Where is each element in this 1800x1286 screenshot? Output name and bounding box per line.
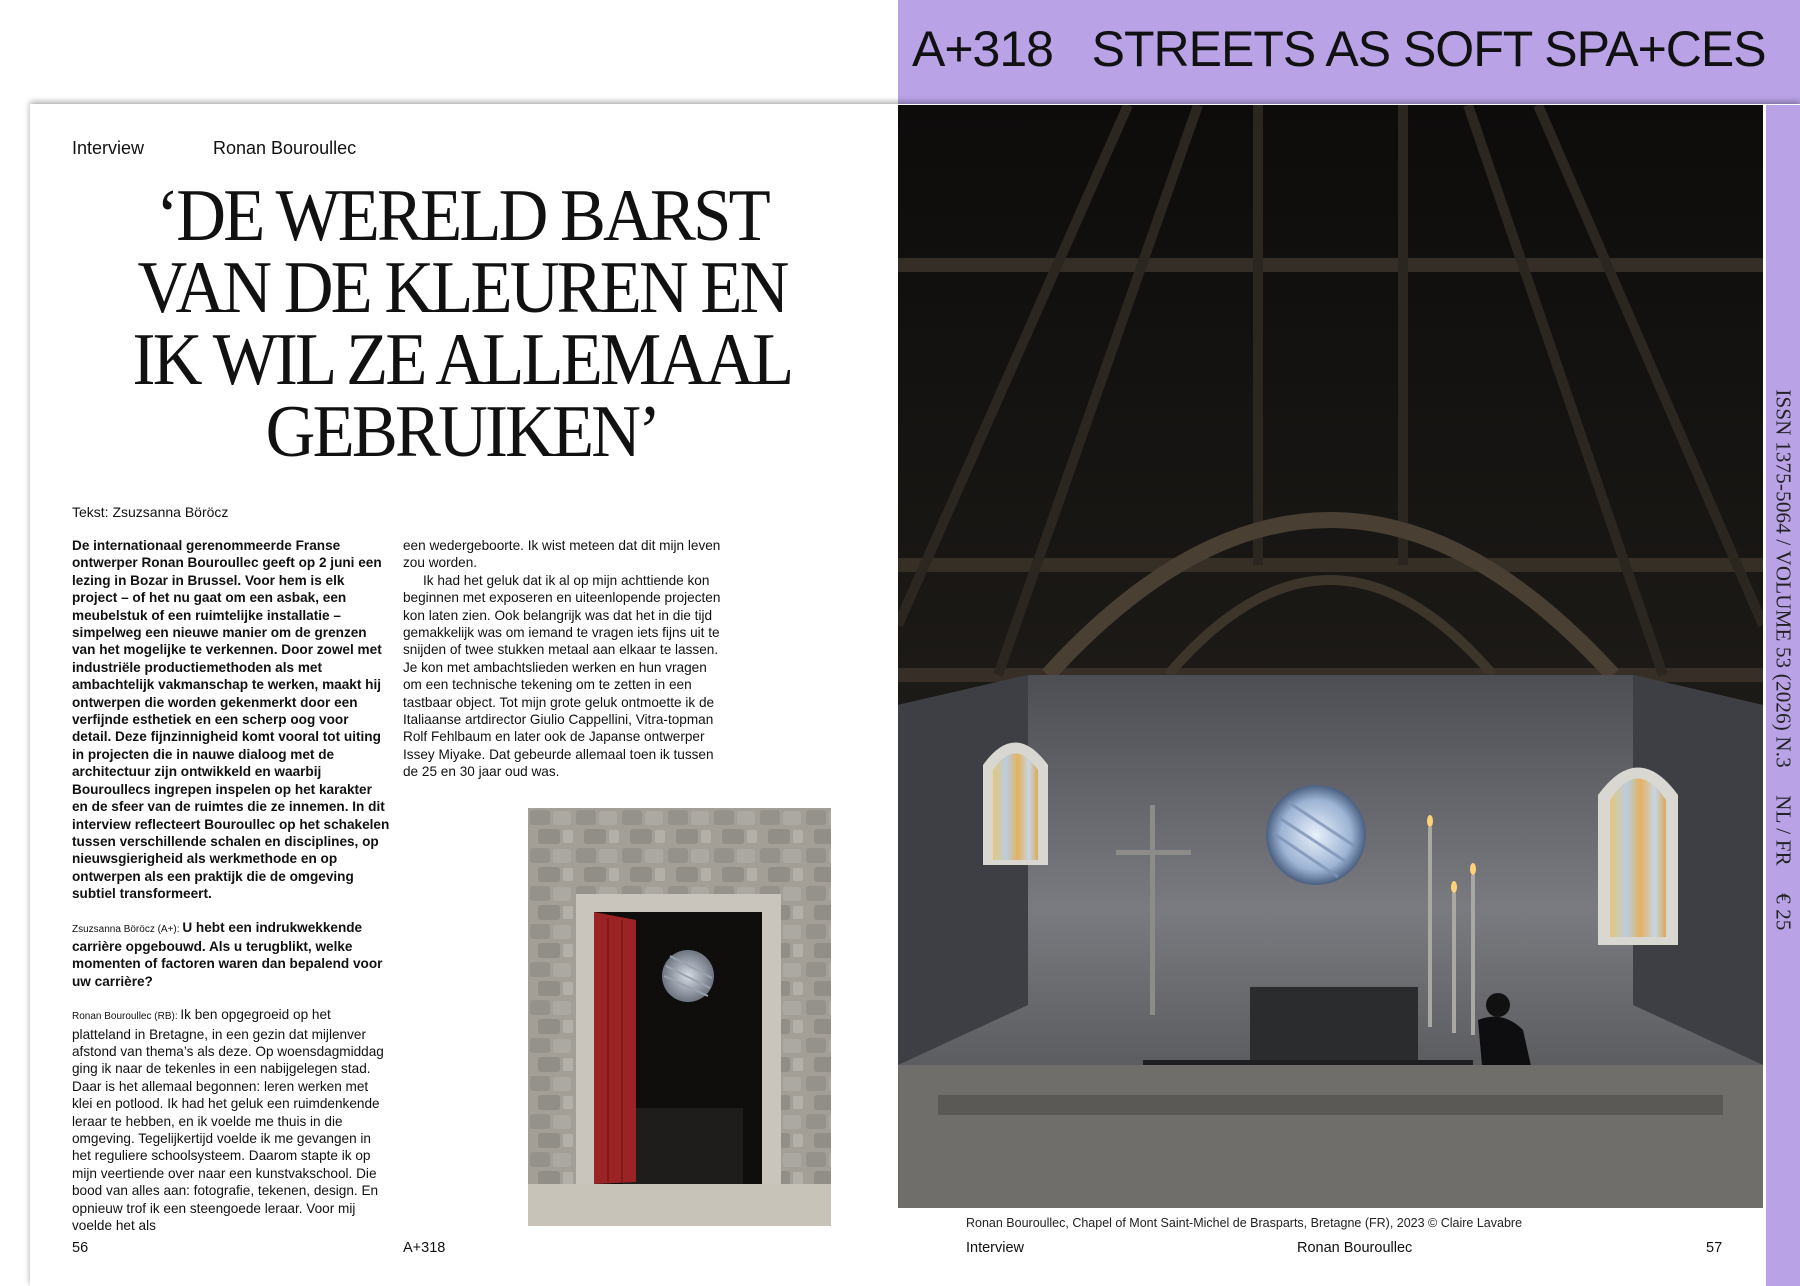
headline-line: ‘DE WERELD BARST [156, 175, 768, 257]
issn-volume-text: ISSN 1375-5064 / VOLUME 53 (2026) N.3 NL / FR € 25 [1771, 389, 1796, 931]
byline: Tekst: Zsuzsanna Böröcz [72, 504, 229, 520]
section-tag: Interview [72, 138, 145, 158]
answer-speaker: Ronan Bouroullec (RB): [72, 1011, 181, 1023]
text-column-left [72, 537, 390, 1234]
answer-continued: een wedergeboorte. Ik wist meteen dat dit mijn leven zou worden. [403, 538, 721, 571]
interviewee-tag: Ronan Bouroullec [213, 138, 357, 158]
photo-caption: Ronan Bouroullec, Chapel of Mont Saint-Michel de Brasparts, Bretagne (FR), 2023 © Claire Lavabre [966, 1216, 1523, 1230]
question-speaker: Zsuzsanna Böröcz (A+): [72, 923, 183, 935]
magazine-issue-footer: A+318 [403, 1240, 446, 1256]
headline-line: VAN DE KLEUREN EN [137, 247, 787, 329]
page-number-left: 56 [72, 1240, 89, 1256]
page-number-right: 57 [1706, 1240, 1723, 1256]
interviewee-footer: Ronan Bouroullec [1297, 1240, 1413, 1256]
door-photo-image [528, 808, 831, 1226]
section-footer: Interview [966, 1240, 1025, 1256]
headline-line: IK WIL ZE ALLEMAAL [132, 319, 792, 401]
answer-text: Ik ben opgegroeid op het platteland in Bretagne, in een gezin dat mijlenver afstond van thema’s als deze. Op woensdagmiddag ging ik naar de tekenles in een nabijgelegen stad. Daar is het allemaal begonnen: leren werken met klei en potlood. Ik had het geluk een ruimdenkende leraar te hebben, en ik voelde me thuis in die omgeving. Tegelijkertijd voelde ik me gevangen in het reguliere schoolsysteem. Daarom stapte ik op mijn veertiende over naar een kunstvakschool. Die bood van alles aan: fotografie, tekenen, design. En opnieuw trof ik een steengoede leraar. Voor mij voelde het als [72, 1007, 384, 1234]
text-column-right [403, 537, 723, 781]
headline-line: GEBRUIKEN’ [265, 391, 659, 473]
headline [99, 175, 824, 473]
question-text: U hebt een indrukwekkende carrière opgebouwd. Als u terugblikt, welke momenten of factoren waren dan bepalend voor uw carrière? [72, 919, 383, 989]
chapel-photo-image [898, 105, 1763, 1208]
intro-paragraph: De internationaal gerenommeerde Franse ontwerper Ronan Bouroullec geeft op 2 juni een lezing in Bozar in Brussel. Voor hem is elk project – of het nu gaat om een asbak, een meubelstuk of een ruimtelijke installatie – simpelweg een nieuwe manier om de grenzen van het mogelijke te verkennen. Door zowel met industriële productiemethoden als met ambachtelijk vakmanschap te werken, maakt hij ontwerpen die worden gekenmerkt door een verfijnde esthetiek en een scherp oog voor detail. Deze fijnzinnigheid komt vooral tot uiting in projecten die in nauwe dialoog met de architectuur zijn ontwikkeld en waarbij Bouroullecs ingrepen inspelen op het karakter en de sfeer van de ruimtes die ze innemen. In dit interview reflecteert Bouroullec op het schakelen tussen verschillende schalen en disciplines, op nieuwsgierigheid als werkmethode en op ontwerpen als een praktijk die de omgeving subtiel transformeert. [72, 538, 390, 902]
question-paragraph [72, 919, 390, 991]
chapel-photo [898, 105, 1763, 1208]
answer-paragraph-2: Ik had het geluk dat ik al op mijn achttiende kon beginnen met exposeren en uiteenlopende projecten kon laten zien. Ook belangrijk was dat het in die tijd gemakkelijk was om iemand te vragen iets fijns uit te snijden of twee stukken metaal aan elkaar te lassen. Je kon met ambachtslieden werken en hun vragen om een technische tekening om te zetten in een tastbaar object. Tot mijn grote geluk ontmoette ik de Italiaanse artdirector Giulio Cappellini, Vitra-topman Rolf Fehlbaum en later ook de Japanse ontwerper Issey Miyake. Dat gebeurde allemaal toen ik tussen de 25 en 30 jaar oud was. [403, 572, 721, 780]
answer-paragraph [72, 1006, 390, 1234]
door-photo [528, 808, 831, 1226]
magazine-title: A+318 STREETS AS SOFT SPA+CES [912, 21, 1766, 77]
